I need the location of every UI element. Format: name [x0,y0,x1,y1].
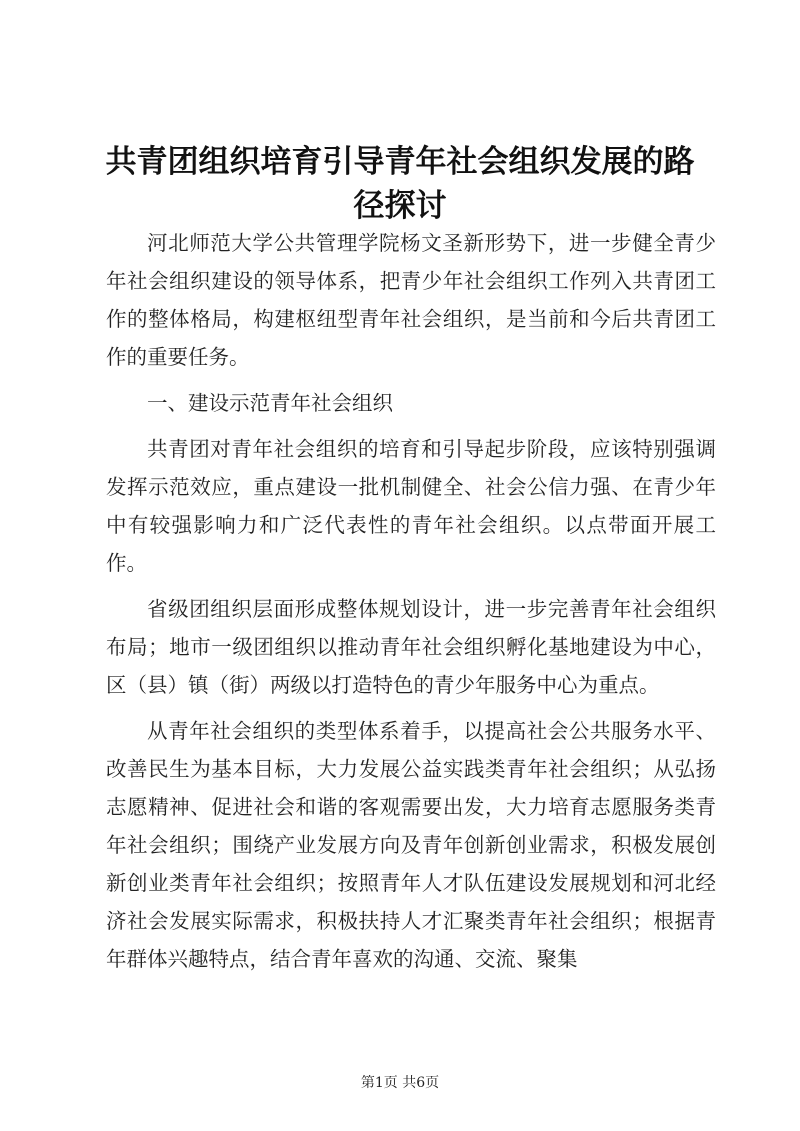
section-heading: 一、建设示范青年社会组织 [147,391,393,415]
paragraph: 省级团组织层面形成整体规划设计，进一步完善青年社会组织布局；地市一级团组织以推动青年社会组织孵化基地建设为中心，区（县）镇（街）两级以打造特色的青少年服务中心为重点。 [106,597,716,697]
paragraph: 从青年社会组织的类型体系着手，以提高社会公共服务水平、改善民生为基本目标，大力发展公益实践类青年社会组织；从弘扬志愿精神、促进社会和谐的客观需要出发，大力培育志愿服务类青年社会组织；围绕产业发展方向及青年创新创业需求，积极发展创新创业类青年社会组织；按照青年人才队伍建设发展规划和河北经济社会发展实际需求，积极扶持人才汇聚类青年社会组织；根据青年群体兴趣特点，结合青年喜欢的沟通、交流、聚集 [106,719,716,971]
paragraph: 共青团对青年社会组织的培育和引导起步阶段，应该特别强调发挥示范效应，重点建设一批机制健全、社会公信力强、在青少年中有较强影响力和广泛代表性的青年社会组织。以点带面开展工作。 [106,437,716,575]
paragraph: 河北师范大学公共管理学院杨文圣新形势下，进一步健全青少年社会组织建设的领导体系，把青少年社会组织工作列入共青团工作的整体格局，构建枢纽型青年社会组织，是当前和今后共青团工作的重要任务。 [106,231,716,369]
page-footer: 第1页 共6页 [360,1075,440,1091]
document-body [106,224,716,986]
document-title: 共青团组织培育引导青年社会组织发展的路径探讨 [105,144,695,224]
